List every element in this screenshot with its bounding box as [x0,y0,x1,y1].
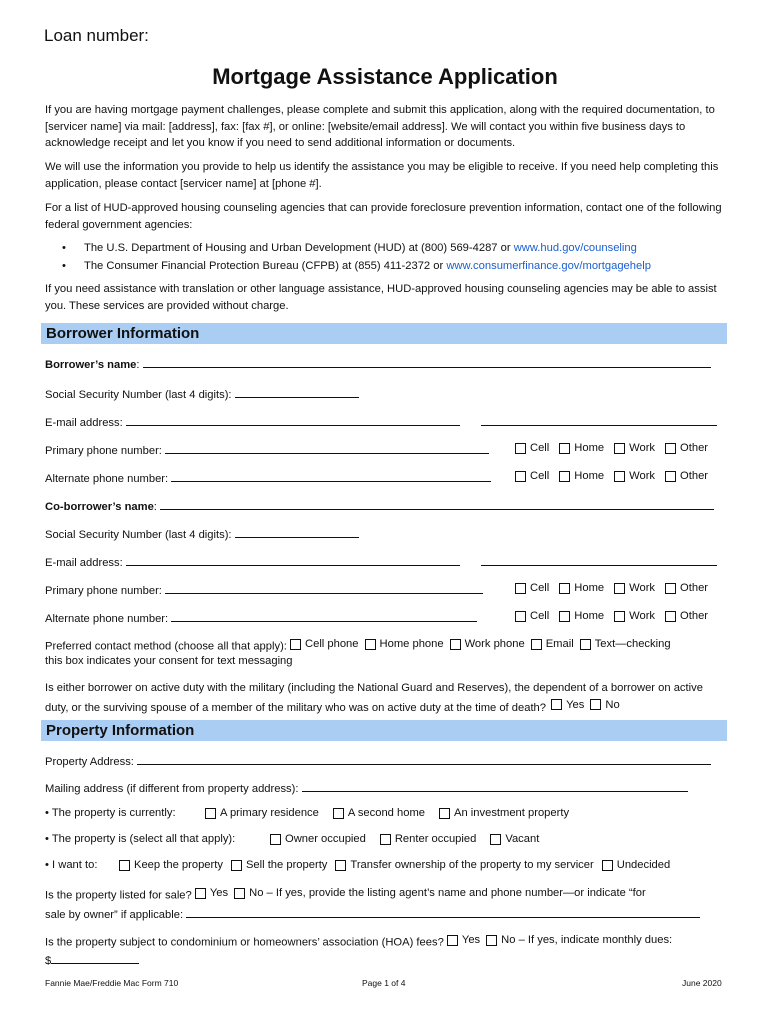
phone-type-work[interactable] [614,582,655,594]
coborrower-ssn-row [45,526,727,541]
phone-type-other[interactable] [665,470,708,482]
footer-form-id: Fannie Mae/Freddie Mac Form 710 [45,978,179,988]
coborrower-ssn-field[interactable] [235,526,359,538]
phone-type-work[interactable] [614,470,655,482]
checkbox-icon [614,611,625,622]
checkbox-icon [614,471,625,482]
phone-type-home[interactable] [559,610,604,622]
borrower-email-field-2[interactable] [481,414,717,426]
military-question-block [45,680,729,716]
hoa-dues-field[interactable] [51,952,139,964]
phone-type-work[interactable] [614,610,655,622]
phone-type-cell[interactable] [515,582,549,594]
checkbox-icon [365,639,376,650]
intro-paragraph-4: If you need assistance with translation or other language assistance, HUD-approved housing counseling agencies may be able to assist you. These services are provided without charge. [45,283,717,312]
hoa-row [45,934,727,949]
coborrower-ssn-label: Social Security Number (last 4 digits): [45,529,232,541]
coborrower-name-field[interactable] [160,498,714,510]
option-label: Renter occupied [394,833,477,845]
borrower-email-label: E-mail address: [45,417,123,429]
bullet-icon: • [45,859,49,871]
want-to-options [119,859,670,874]
checkbox-icon [231,860,242,871]
borrower-ssn-label: Social Security Number (last 4 digits): [45,389,232,401]
section-property-header: Property Information [41,720,727,741]
option-keep-property[interactable] [119,859,223,871]
dollar-sign: $ [45,955,52,967]
option-transfer-ownership[interactable] [335,859,593,871]
checkbox-icon [270,834,281,845]
phone-type-label: Other [680,442,709,454]
listing-agent-row [45,906,727,921]
phone-type-label: Home [574,582,605,594]
bullet-icon: • [45,807,49,819]
property-currently-options [205,807,579,822]
footer-page-number: Page 1 of 4 [362,978,406,988]
checkbox-icon [380,834,391,845]
borrower-ssn-row [45,386,727,401]
checkbox-icon [515,611,526,622]
phone-type-label: Home [574,442,605,454]
phone-type-group [515,442,718,457]
hoa-no[interactable] [486,934,672,946]
option-label: A second home [347,807,425,819]
bullet-icon: • [45,833,49,845]
yes-label: Yes [566,698,585,711]
pref-email[interactable] [531,638,574,650]
listing-agent-field[interactable] [186,906,700,918]
pref-option-label: Cell phone [305,638,359,650]
checkbox-icon [450,639,461,650]
borrower-name-row: Borrower’s name: [45,356,727,371]
coborrower-alternate-label: Alternate phone number: [45,613,169,625]
military-question: Is either borrower on active duty with the military (including the National Guard and Reserves), the dependent of a borrower on active duty, or the surviving spouse of a member of the military who was on active duty at the time of death? [45,682,703,714]
checkbox-icon [551,699,562,710]
phone-type-label: Work [629,442,656,454]
phone-type-work[interactable] [614,442,655,454]
checkbox-icon [559,583,570,594]
intro-paragraph-1: If you are having mortgage payment challenges, please complete and submit this application, along with the required documentation, to [servicer name] via mail: [address], fax: [fax #], or online: [website/email address]. We will contact you within five business days to acknowledge receipt and let you know if you need to send additional information or documents. [45,104,715,150]
coborrower-primary-label: Primary phone number: [45,585,162,597]
checkbox-icon [234,888,245,899]
option-label: Sell the property [245,859,328,871]
section-borrower-header: Borrower Information [41,323,727,344]
checkbox-icon [590,699,601,710]
coborrower-email-row [45,554,727,569]
option-second-home[interactable] [333,807,425,819]
intro-paragraph-3: For a list of HUD-approved housing counseling agencies that can provide foreclosure prevention information, contact one of the following federal government agencies: [45,202,722,231]
option-label: Vacant [505,833,540,845]
checkbox-icon [195,888,206,899]
option-undecided[interactable] [602,859,671,871]
checkbox-icon [490,834,501,845]
option-vacant[interactable] [490,833,539,845]
hud-link[interactable]: www.hud.gov/counseling [513,242,637,254]
bullet-cfpb [62,260,651,272]
coborrower-email-field[interactable] [126,554,460,566]
option-primary-residence[interactable] [205,807,319,819]
option-label: An investment property [454,807,570,819]
footer-date: June 2020 [682,978,722,988]
page-title: Mortgage Assistance Application [212,64,558,89]
borrower-alternate-label: Alternate phone number: [45,473,169,485]
checkbox-icon [665,611,676,622]
hoa-question: Is the property subject to condominium or homeowners’ association (HOA) fees? [45,936,444,949]
bullet-hud [62,242,637,254]
pref-option-label: Work phone [464,638,525,650]
checkbox-icon [333,808,344,819]
phone-type-label: Other [680,582,709,594]
phone-type-group [515,470,718,485]
checkbox-icon [515,471,526,482]
phone-type-label: Other [680,470,709,482]
checkbox-icon [580,639,591,650]
property-is-row [45,833,727,845]
no-label: No – If yes, indicate monthly dues: [501,934,673,946]
bullet-cfpb-text: The Consumer Financial Protection Bureau (CFPB) at (855) 411-2372 or [84,260,447,272]
borrower-ssn-field[interactable] [235,386,359,398]
phone-type-label: Work [629,470,656,482]
borrower-alternate-row [45,470,727,485]
pref-option-label: Home phone [379,638,444,650]
checkbox-icon [515,443,526,454]
intro-paragraph-2: We will use the information you provide to help us identify the assistance you may be eligible to receive. If you need help completing this application, please contact [servicer name] at [phone #]. [45,161,719,190]
checkbox-icon [665,583,676,594]
phone-type-cell[interactable] [515,442,549,454]
mailing-address-label: Mailing address (if different from property address): [45,783,299,795]
pref-home-phone[interactable] [365,638,444,650]
no-label: No – If yes, provide the listing agent’s name and phone number—or indicate “for [249,887,646,899]
pref-option-label: Text—checking [594,638,671,650]
property-address-row [45,753,727,768]
checkbox-icon [486,935,497,946]
phone-type-label: Other [680,610,709,622]
mailing-address-field[interactable] [302,780,688,792]
preferred-contact-row [45,638,727,653]
coborrower-email-label: E-mail address: [45,557,123,569]
want-to-row [45,859,727,871]
listed-for-sale-row [45,887,727,902]
coborrower-email-field-2[interactable] [481,554,717,566]
text-consent-note: this box indicates your consent for text messaging [45,655,293,667]
bullet-hud-text: The U.S. Department of Housing and Urban Development (HUD) at (800) 569-4287 or [84,242,514,254]
phone-type-label: Cell [530,582,550,594]
checkbox-icon [665,443,676,454]
property-is-options [270,833,549,848]
phone-type-home[interactable] [559,470,604,482]
phone-type-cell[interactable] [515,610,549,622]
phone-type-label: Home [574,610,605,622]
yes-label: Yes [461,934,481,946]
phone-type-home[interactable] [559,442,604,454]
phone-type-label: Work [629,582,656,594]
checkbox-icon [665,471,676,482]
option-sell-property[interactable] [231,859,327,871]
sale-yes[interactable] [195,887,228,899]
coborrower-name-label: Co-borrower’s name [45,501,154,513]
borrower-name-label: Borrower’s name [45,359,137,371]
bullet-icon: • [62,242,66,254]
checkbox-icon [559,443,570,454]
loan-number-label: Loan number: [44,26,149,45]
property-address-field[interactable] [137,753,711,765]
option-renter-occupied[interactable] [380,833,476,845]
borrower-primary-field[interactable] [165,442,489,454]
hoa-dues-row [45,952,727,967]
military-yes[interactable] [551,697,584,714]
coborrower-name-row: Co-borrower’s name: [45,498,727,513]
borrower-alternate-field[interactable] [171,470,491,482]
checkbox-icon [531,639,542,650]
listed-for-sale-question: Is the property listed for sale? [45,889,192,902]
phone-type-cell[interactable] [515,470,549,482]
option-investment[interactable] [439,807,569,819]
pref-option-label: Email [545,638,574,650]
listing-agent-label: sale by owner” if applicable: [45,909,184,921]
checkbox-icon [205,808,216,819]
checkbox-icon [447,935,458,946]
sale-no[interactable] [234,887,646,899]
checkbox-icon [614,443,625,454]
phone-type-group [515,582,718,597]
coborrower-alternate-field[interactable] [171,610,477,622]
checkbox-icon [602,860,613,871]
want-to-label: I want to: [52,859,98,871]
phone-type-other[interactable] [665,610,708,622]
borrower-email-field[interactable] [126,414,460,426]
phone-type-label: Cell [530,470,550,482]
no-label: No [605,698,620,711]
phone-type-home[interactable] [559,582,604,594]
checkbox-icon [439,808,450,819]
checkbox-icon [515,583,526,594]
phone-type-label: Home [574,470,605,482]
hoa-yes[interactable] [447,934,480,946]
mailing-address-row [45,780,727,795]
phone-type-label: Cell [530,442,550,454]
pref-text[interactable] [580,638,671,650]
option-label: Keep the property [134,859,223,871]
option-label: A primary residence [220,807,319,819]
phone-type-label: Work [629,610,656,622]
military-no[interactable] [590,697,619,714]
pref-work-phone[interactable] [450,638,525,650]
checkbox-icon [559,471,570,482]
property-is-label: The property is (select all that apply): [51,833,236,845]
option-label: Owner occupied [285,833,366,845]
borrower-name-field[interactable] [143,356,711,368]
option-label: Transfer ownership of the property to my servicer [350,859,594,871]
checkbox-icon [335,860,346,871]
phone-type-other[interactable] [665,582,708,594]
phone-type-label: Cell [530,610,550,622]
property-currently-label: The property is currently: [51,807,176,819]
preferred-contact-label: Preferred contact method (choose all that apply): [45,640,287,653]
borrower-primary-label: Primary phone number: [45,445,162,457]
borrower-email-row [45,414,727,429]
phone-type-other[interactable] [665,442,708,454]
phone-type-group [515,610,718,625]
checkbox-icon [119,860,130,871]
checkbox-icon [290,639,301,650]
property-address-label: Property Address: [45,756,134,768]
checkbox-icon [559,611,570,622]
checkbox-icon [614,583,625,594]
yes-label: Yes [209,887,229,899]
coborrower-primary-row [45,582,727,597]
coborrower-alternate-row [45,610,727,625]
cfpb-link[interactable]: www.consumerfinance.gov/mortgagehelp [446,260,651,272]
bullet-icon: • [62,260,66,272]
coborrower-primary-field[interactable] [165,582,483,594]
pref-cell-phone[interactable] [290,638,359,650]
option-owner-occupied[interactable] [270,833,366,845]
option-label: Undecided [616,859,671,871]
borrower-primary-row [45,442,727,457]
property-currently-row [45,807,727,819]
